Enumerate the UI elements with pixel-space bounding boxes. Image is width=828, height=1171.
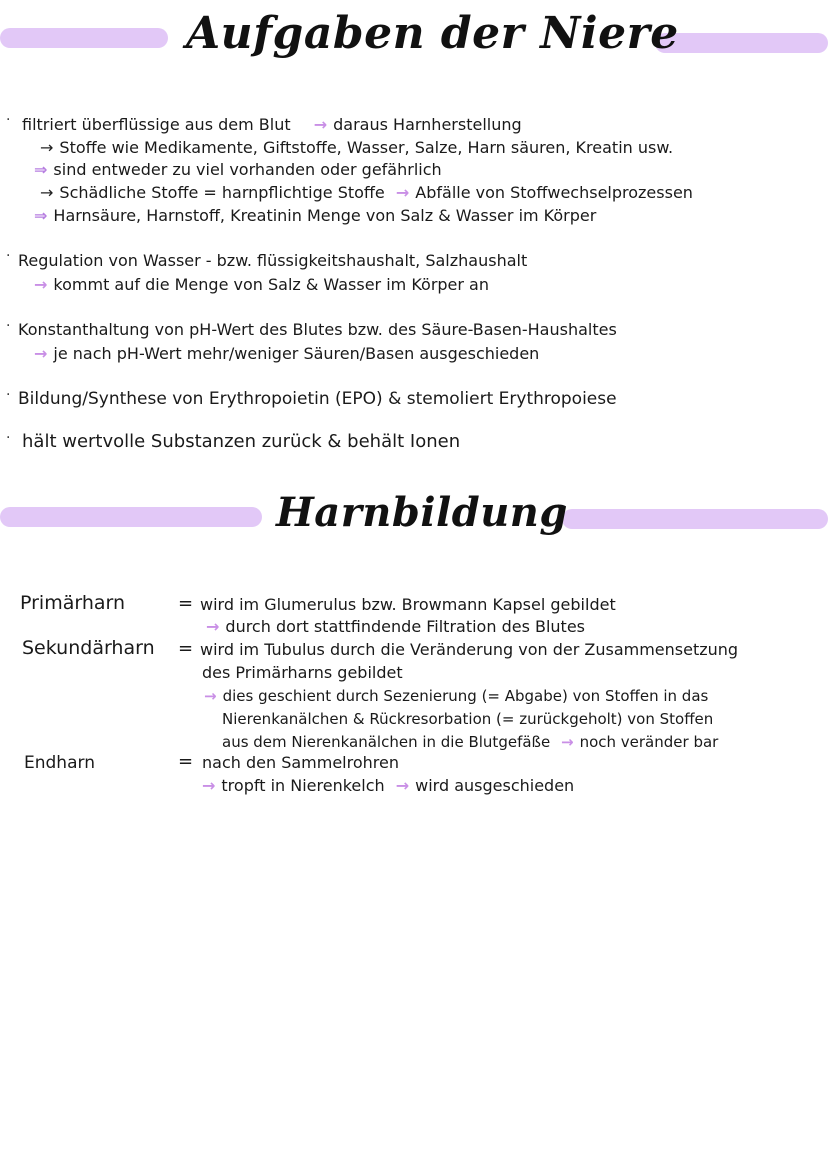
arrow-icon: → xyxy=(206,617,220,636)
bullet-dot: · xyxy=(6,430,11,446)
bullet-dot: · xyxy=(6,387,11,403)
arrow-icon: → xyxy=(202,776,216,795)
sub-text: dies geschient durch Sezenierung (= Abgabe) von Stoffen in das xyxy=(222,687,709,705)
title-highlight-left xyxy=(0,28,168,48)
sub-text: aus dem Nierenkanälchen in die Blutgefäße xyxy=(222,733,551,751)
def-sekundaerharn-sub-1 xyxy=(204,686,708,706)
equals-sign: = xyxy=(178,593,194,614)
sub-text: tropft in Nierenkelch xyxy=(221,776,385,795)
term-endharn: Endharn xyxy=(24,753,95,773)
def-sekundaerharn-sub-2: Nierenkanälchen & Rückresorbation (= zurückgeholt) von Stoffen xyxy=(222,710,714,728)
def-sekundaerharn-cont: des Primärharns gebildet xyxy=(202,663,403,682)
bullet-4-text: Bildung/Synthese von Erythropoietin (EPO) & stemoliert Erythropoiese xyxy=(18,389,617,409)
sub-text: Harnsäure, Harnstoff, Kreatinin Menge von Salz & Wasser im Körper xyxy=(53,206,597,225)
double-arrow-icon: ⇒ xyxy=(34,206,48,225)
bullet-1-text xyxy=(22,115,522,135)
bullet-1-sub-2 xyxy=(34,160,442,180)
bullet-dot: · xyxy=(6,112,11,128)
def-primaerharn-sub-1 xyxy=(206,617,585,637)
def-sekundaerharn-sub-3 xyxy=(222,732,718,752)
def-primaerharn: wird im Glumerulus bzw. Browmann Kapsel gebildet xyxy=(200,595,616,614)
equals-sign: = xyxy=(178,638,194,659)
bullet-3-sub-1 xyxy=(34,344,539,364)
arrow-icon: → xyxy=(34,275,48,294)
term-sekundaerharn: Sekundärharn xyxy=(22,637,155,659)
bullet-2-sub-1 xyxy=(34,275,489,295)
sub-tail: wird ausgeschieden xyxy=(415,776,575,795)
def-endharn: nach den Sammelrohren xyxy=(202,753,399,772)
bullet-dot: · xyxy=(6,248,11,264)
sub-text: sind entweder zu viel vorhanden oder gefährlich xyxy=(53,160,442,179)
arrow-icon: → xyxy=(395,776,410,795)
bullet-1-main: filtriert überflüssige aus dem Blut xyxy=(22,115,291,134)
title-highlight-right xyxy=(562,509,828,529)
arrow-icon: → xyxy=(313,115,328,134)
sub-text: Stoffe wie Medikamente, Giftstoffe, Wasser, Salze, Harn säuren, Kreatin usw. xyxy=(59,138,674,157)
sub-text: je nach pH-Wert mehr/weniger Säuren/Basen ausgeschieden xyxy=(53,344,540,363)
bullet-1-sub-3 xyxy=(40,183,693,203)
bullet-3-text: Konstanthaltung von pH-Wert des Blutes bzw. des Säure-Basen-Haushaltes xyxy=(18,320,617,339)
arrow-icon: → xyxy=(395,183,410,202)
bullet-dot: · xyxy=(6,318,11,334)
sub-text: Schädliche Stoffe = harnpflichtige Stoffe xyxy=(59,183,385,202)
title-highlight-left xyxy=(0,507,262,527)
arrow-icon: → xyxy=(40,138,54,157)
arrow-icon: → xyxy=(40,183,54,202)
equals-sign: = xyxy=(178,751,194,772)
sub-tail: Abfälle von Stoffwechselprozessen xyxy=(415,183,693,202)
arrow-icon: → xyxy=(204,687,217,705)
double-arrow-icon: ⇒ xyxy=(34,160,48,179)
term-primaerharn: Primärharn xyxy=(20,592,126,614)
def-sekundaerharn: wird im Tubulus durch die Veränderung von der Zusammensetzung xyxy=(200,640,739,659)
section-title-aufgaben: Aufgaben der Niere xyxy=(186,8,679,59)
bullet-1-sub-1 xyxy=(40,138,673,158)
bullet-5-text: hält wertvolle Substanzen zurück & behält Ionen xyxy=(22,431,461,452)
bullet-2-text: Regulation von Wasser - bzw. flüssigkeitshaushalt, Salzhaushalt xyxy=(18,251,528,270)
sub-tail: noch veränder bar xyxy=(579,733,719,751)
title-highlight-right xyxy=(655,33,828,53)
arrow-icon: → xyxy=(561,733,574,751)
bullet-1-sub-4 xyxy=(34,206,596,226)
section-title-harnbildung: Harnbildung xyxy=(276,489,568,536)
arrow-icon: → xyxy=(34,344,48,363)
sub-text: durch dort stattfindende Filtration des Blutes xyxy=(225,617,585,636)
bullet-1-tail: daraus Harnherstellung xyxy=(333,115,522,134)
def-endharn-sub-1 xyxy=(202,776,574,796)
sub-text: kommt auf die Menge von Salz & Wasser im Körper an xyxy=(53,275,489,294)
